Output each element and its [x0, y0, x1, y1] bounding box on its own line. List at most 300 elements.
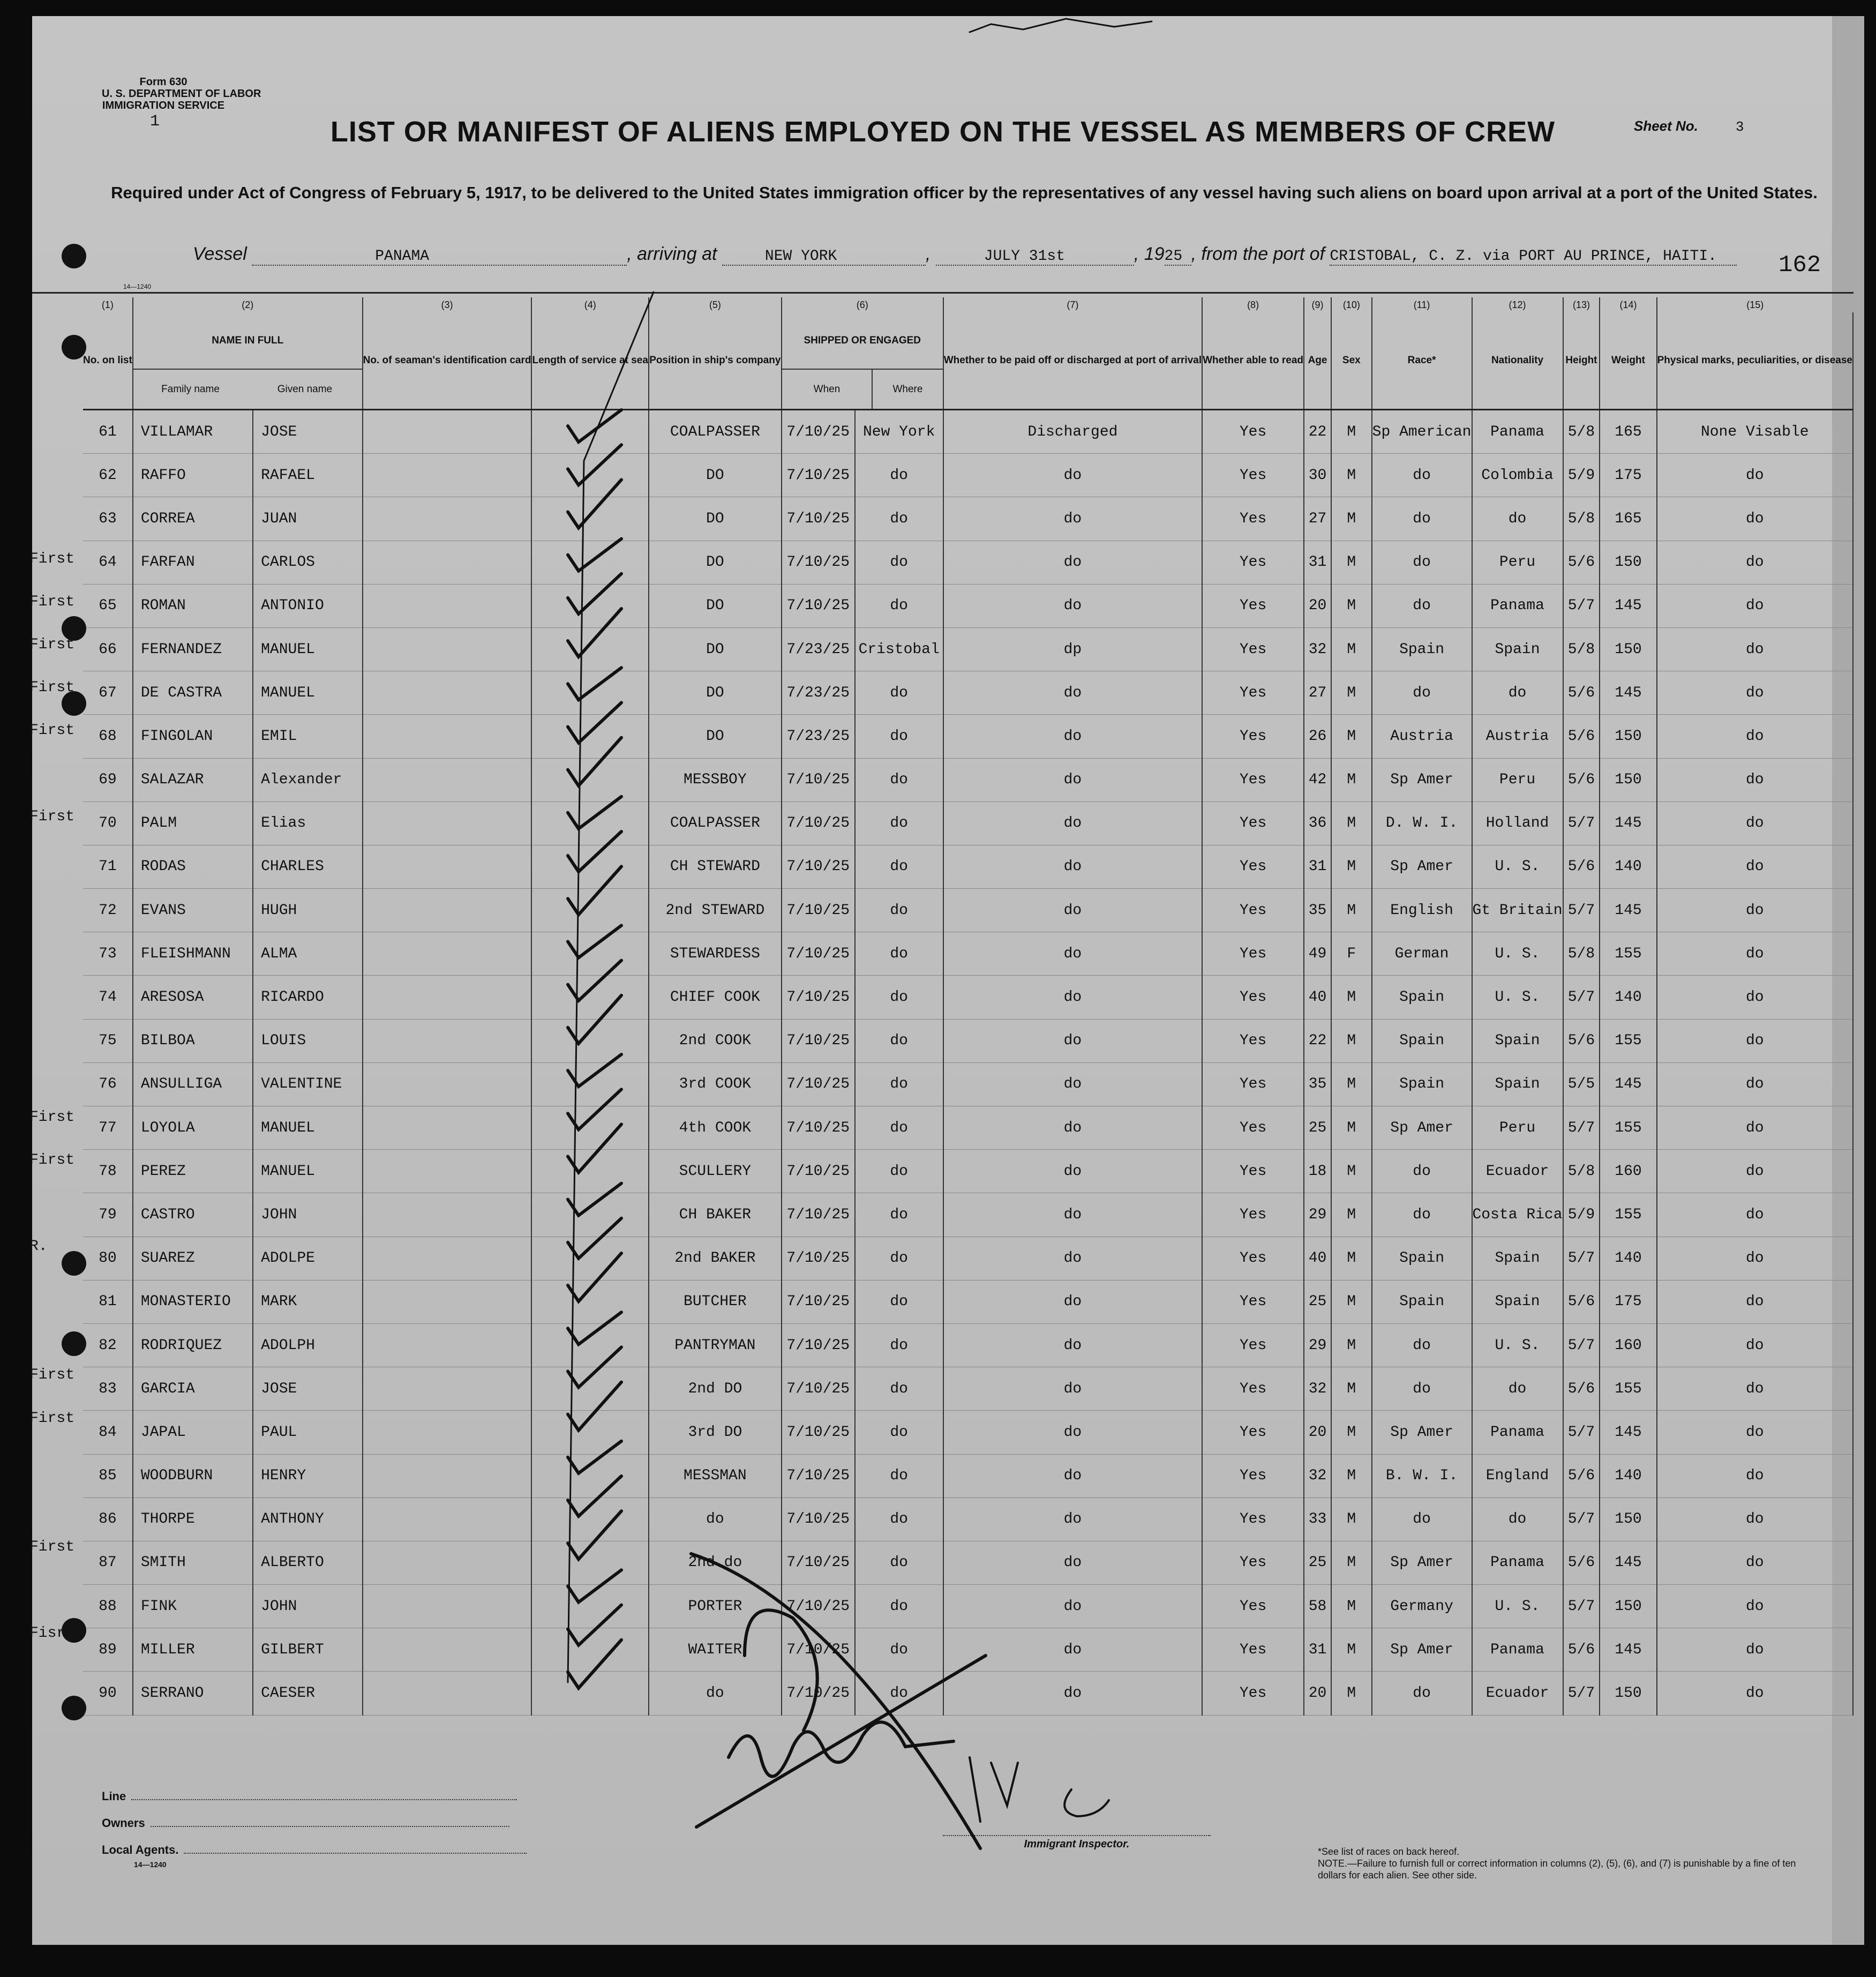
- cell-read: Yes: [1202, 1019, 1304, 1062]
- cell-sex: M: [1331, 1454, 1372, 1497]
- margin-note: First: [29, 550, 75, 567]
- cell-paid: do: [943, 1628, 1202, 1672]
- cell-read: Yes: [1202, 584, 1304, 627]
- cell-physical: do: [1657, 1672, 1853, 1715]
- header-when: When: [782, 370, 873, 409]
- cell-given: MARK: [253, 1280, 362, 1323]
- cell-family: RODRIQUEZ: [133, 1323, 253, 1367]
- cell-when: 7/10/25: [782, 1541, 855, 1584]
- cell-age: 26: [1304, 715, 1331, 758]
- cell-no: 63: [83, 497, 133, 541]
- cell-when: 7/10/25: [782, 845, 855, 888]
- cell-position: 2nd COOK: [649, 1019, 782, 1062]
- cell-paid: do: [943, 845, 1202, 888]
- header-weight: Weight: [1600, 312, 1656, 410]
- cell-height: 5/6: [1563, 541, 1600, 584]
- cell-sex: M: [1331, 802, 1372, 845]
- cell-weight: 145: [1600, 1541, 1656, 1584]
- cell-height: 5/8: [1563, 1150, 1600, 1193]
- cell-age: 27: [1304, 671, 1331, 715]
- cell-read: Yes: [1202, 932, 1304, 976]
- cell-physical: do: [1657, 932, 1853, 976]
- cell-paid: do: [943, 1367, 1202, 1411]
- cell-height: 5/9: [1563, 1193, 1600, 1237]
- cell-age: 20: [1304, 584, 1331, 627]
- cell-when: 7/10/25: [782, 1628, 855, 1672]
- cell-age: 32: [1304, 1367, 1331, 1411]
- cell-weight: 155: [1600, 932, 1656, 976]
- cell-race: do: [1372, 671, 1472, 715]
- cell-no: 71: [83, 845, 133, 888]
- cell-where: do: [855, 1193, 943, 1237]
- cell-height: 5/6: [1563, 1367, 1600, 1411]
- subtitle: Required under Act of Congress of February 5, 1917, to be delivered to the United States immigration officer by the representatives of any vessel having such aliens on board upon arrival at a port of the United States.: [111, 183, 1818, 202]
- arriving-label: , arriving at: [627, 244, 717, 264]
- page-title: LIST OR MANIFEST OF ALIENS EMPLOYED ON THE VESSEL AS MEMBERS OF CREW: [330, 116, 1556, 148]
- cell-age: 29: [1304, 1193, 1331, 1237]
- cell-height: 5/6: [1563, 758, 1600, 802]
- cell-age: 31: [1304, 845, 1331, 888]
- cell-height: 5/6: [1563, 1454, 1600, 1497]
- margin-note: First: [29, 593, 75, 610]
- cell-nationality: do: [1472, 671, 1563, 715]
- cell-weight: 150: [1600, 541, 1656, 584]
- cell-where: do: [855, 1150, 943, 1193]
- cell-nationality: Panama: [1472, 1541, 1563, 1584]
- cell-age: 18: [1304, 1150, 1331, 1193]
- check-mark: [568, 539, 621, 571]
- cell-race: Spain: [1372, 627, 1472, 671]
- check-mark: [568, 1511, 621, 1559]
- cell-race: German: [1372, 932, 1472, 976]
- cell-age: 40: [1304, 1237, 1331, 1280]
- cell-age: 36: [1304, 802, 1331, 845]
- check-mark: [568, 1605, 621, 1645]
- cell-no: 67: [83, 671, 133, 715]
- cell-nationality: Peru: [1472, 758, 1563, 802]
- cell-height: 5/6: [1563, 1541, 1600, 1584]
- cell-sex: M: [1331, 1541, 1372, 1584]
- cell-weight: 145: [1600, 1628, 1656, 1672]
- header-age: Age: [1304, 312, 1331, 410]
- cell-weight: 155: [1600, 1019, 1656, 1062]
- cell-paid: do: [943, 932, 1202, 976]
- cell-when: 7/10/25: [782, 1280, 855, 1323]
- cell-nationality: Ecuador: [1472, 1150, 1563, 1193]
- cell-when: 7/10/25: [782, 584, 855, 627]
- cell-height: 5/8: [1563, 932, 1600, 976]
- cell-physical: do: [1657, 1150, 1853, 1193]
- cell-physical: do: [1657, 1497, 1853, 1541]
- col-num: (1): [101, 299, 114, 310]
- cell-given: HENRY: [253, 1454, 362, 1497]
- cell-when: 7/23/25: [782, 715, 855, 758]
- cell-physical: do: [1657, 454, 1853, 497]
- cell-sex: M: [1331, 1019, 1372, 1062]
- cell-sex: M: [1331, 454, 1372, 497]
- cell-physical: do: [1657, 1062, 1853, 1106]
- cell-when: 7/23/25: [782, 627, 855, 671]
- cell-family: WOODBURN: [133, 1454, 253, 1497]
- cell-family: DE CASTRA: [133, 671, 253, 715]
- cell-where: do: [855, 1454, 943, 1497]
- col-num: (14): [1600, 297, 1656, 312]
- cell-paid: do: [943, 1541, 1202, 1584]
- cell-sex: M: [1331, 1585, 1372, 1628]
- cell-read: Yes: [1202, 497, 1304, 541]
- cell-weight: 145: [1600, 1062, 1656, 1106]
- cell-read: Yes: [1202, 1106, 1304, 1150]
- cell-position: 3rd COOK: [649, 1062, 782, 1106]
- cell-where: do: [855, 932, 943, 976]
- ref-number: 162: [1779, 252, 1821, 279]
- cell-sex: M: [1331, 671, 1372, 715]
- cell-read: Yes: [1202, 1367, 1304, 1411]
- cell-nationality: U. S.: [1472, 845, 1563, 888]
- cell-given: HUGH: [253, 889, 362, 932]
- cell-paid: do: [943, 1497, 1202, 1541]
- footer-line-label: Line: [102, 1789, 126, 1803]
- cell-given: Alexander: [253, 758, 362, 802]
- cell-no: 68: [83, 715, 133, 758]
- cell-where: do: [855, 1323, 943, 1367]
- cell-race: Sp Amer: [1372, 1106, 1472, 1150]
- cell-sex: M: [1331, 627, 1372, 671]
- cell-height: 5/7: [1563, 1323, 1600, 1367]
- cell-family: ROMAN: [133, 584, 253, 627]
- cell-nationality: U. S.: [1472, 1585, 1563, 1628]
- header-nationality: Nationality: [1472, 312, 1563, 410]
- cell-weight: 140: [1600, 1454, 1656, 1497]
- cell-nationality: Gt Britain: [1472, 889, 1563, 932]
- cell-sex: M: [1331, 1280, 1372, 1323]
- signature-scrawl: [729, 1722, 954, 1776]
- cell-when: 7/10/25: [782, 1019, 855, 1062]
- cell-given: MANUEL: [253, 671, 362, 715]
- cell-position: STEWARDESS: [649, 932, 782, 976]
- cell-age: 49: [1304, 932, 1331, 976]
- check-mark: [568, 1184, 621, 1216]
- cell-physical: do: [1657, 889, 1853, 932]
- cell-when: 7/10/25: [782, 932, 855, 976]
- cell-height: 5/6: [1563, 1280, 1600, 1323]
- cell-race: B. W. I.: [1372, 1454, 1472, 1497]
- cell-race: do: [1372, 584, 1472, 627]
- check-mark: [568, 410, 621, 442]
- check-mark: [568, 738, 621, 786]
- cell-physical: do: [1657, 1367, 1853, 1411]
- cell-age: 27: [1304, 497, 1331, 541]
- cell-sex: M: [1331, 584, 1372, 627]
- cell-where: do: [855, 1367, 943, 1411]
- cell-weight: 150: [1600, 627, 1656, 671]
- cell-race: Spain: [1372, 976, 1472, 1019]
- header-race: Race*: [1372, 312, 1472, 410]
- cell-height: 5/7: [1563, 802, 1600, 845]
- cell-physical: None Visable: [1657, 410, 1853, 454]
- cell-race: Sp Amer: [1372, 1628, 1472, 1672]
- cell-height: 5/5: [1563, 1062, 1600, 1106]
- cell-paid: do: [943, 584, 1202, 627]
- header-seaman-id: No. of seaman's identification card: [363, 312, 532, 410]
- cell-nationality: Colombia: [1472, 454, 1563, 497]
- cell-where: do: [855, 1106, 943, 1150]
- cell-family: CASTRO: [133, 1193, 253, 1237]
- cell-read: Yes: [1202, 1062, 1304, 1106]
- cell-when: 7/10/25: [782, 410, 855, 454]
- cell-weight: 140: [1600, 845, 1656, 888]
- cell-no: 77: [83, 1106, 133, 1150]
- cell-physical: do: [1657, 1019, 1853, 1062]
- cell-age: 22: [1304, 410, 1331, 454]
- departure-port: CRISTOBAL, C. Z. via PORT AU PRINCE, HAITI.: [1330, 248, 1737, 266]
- cell-no: 88: [83, 1585, 133, 1628]
- cell-no: 75: [83, 1019, 133, 1062]
- cell-height: 5/7: [1563, 584, 1600, 627]
- margin-note: First: [29, 636, 75, 653]
- cell-position: DO: [649, 584, 782, 627]
- cell-nationality: U. S.: [1472, 932, 1563, 976]
- cell-given: MANUEL: [253, 1150, 362, 1193]
- cell-no: 85: [83, 1454, 133, 1497]
- cell-sex: M: [1331, 1150, 1372, 1193]
- cell-nationality: Panama: [1472, 410, 1563, 454]
- cell-no: 89: [83, 1628, 133, 1672]
- cell-paid: do: [943, 1193, 1202, 1237]
- cell-race: Sp Amer: [1372, 1411, 1472, 1454]
- cell-when: 7/10/25: [782, 1106, 855, 1150]
- cell-read: Yes: [1202, 889, 1304, 932]
- header-length: Length of service at sea: [531, 312, 648, 410]
- cell-read: Yes: [1202, 976, 1304, 1019]
- cell-paid: do: [943, 802, 1202, 845]
- cell-position: DO: [649, 715, 782, 758]
- vessel-label: Vessel: [193, 244, 247, 264]
- cell-paid: do: [943, 1585, 1202, 1628]
- cell-height: 5/6: [1563, 671, 1600, 715]
- cell-when: 7/10/25: [782, 802, 855, 845]
- cell-no: 62: [83, 454, 133, 497]
- cell-paid: do: [943, 1411, 1202, 1454]
- vessel-name: PANAMA: [252, 248, 627, 266]
- cell-read: Yes: [1202, 1672, 1304, 1715]
- cell-given: MANUEL: [253, 627, 362, 671]
- cell-nationality: Spain: [1472, 1019, 1563, 1062]
- cell-where: do: [855, 1280, 943, 1323]
- cell-where: do: [855, 671, 943, 715]
- cell-position: do: [649, 1672, 782, 1715]
- cell-weight: 160: [1600, 1323, 1656, 1367]
- cell-when: 7/10/25: [782, 1323, 855, 1367]
- cell-weight: 175: [1600, 454, 1656, 497]
- cell-weight: 155: [1600, 1193, 1656, 1237]
- margin-note: R.: [29, 1238, 48, 1255]
- col-num: (3): [363, 297, 532, 312]
- cell-family: MILLER: [133, 1628, 253, 1672]
- margin-note: First: [29, 1152, 75, 1169]
- cell-position: CH BAKER: [649, 1193, 782, 1237]
- check-mark: [568, 480, 621, 528]
- cell-position: MESSMAN: [649, 1454, 782, 1497]
- footer-code: 14—1240: [134, 1860, 167, 1869]
- cell-weight: 150: [1600, 715, 1656, 758]
- arrival-date: JULY 31st: [936, 248, 1134, 266]
- handwritten-marks: [32, 16, 1854, 1945]
- cell-position: COALPASSER: [649, 802, 782, 845]
- check-mark: [568, 797, 621, 829]
- cell-no: 72: [83, 889, 133, 932]
- cell-paid: do: [943, 976, 1202, 1019]
- cell-height: 5/6: [1563, 715, 1600, 758]
- header-paid-off: Whether to be paid off or discharged at port of arrival: [943, 312, 1202, 410]
- cell-family: MONASTERIO: [133, 1280, 253, 1323]
- cell-where: do: [855, 584, 943, 627]
- col-num: (15): [1657, 297, 1853, 312]
- cell-where: do: [855, 1497, 943, 1541]
- cell-paid: do: [943, 1672, 1202, 1715]
- cell-nationality: U. S.: [1472, 976, 1563, 1019]
- cell-position: DO: [649, 627, 782, 671]
- cell-no: 79: [83, 1193, 133, 1237]
- cell-where: do: [855, 976, 943, 1019]
- check-mark: [568, 961, 621, 1001]
- cell-family: FINGOLAN: [133, 715, 253, 758]
- cell-when: 7/10/25: [782, 541, 855, 584]
- cell-paid: do: [943, 1454, 1202, 1497]
- col-num: (8): [1202, 297, 1304, 312]
- header-sex: Sex: [1331, 312, 1372, 410]
- cell-position: DO: [649, 541, 782, 584]
- note-penalty: NOTE.—Failure to furnish full or correct information in columns (2), (5), (6), and (7) is punishable by a fine of ten dollars for each alien. See other side.: [1318, 1858, 1796, 1881]
- cell-nationality: Spain: [1472, 1062, 1563, 1106]
- cell-nationality: do: [1472, 497, 1563, 541]
- cell-position: 2nd do: [649, 1541, 782, 1584]
- cell-given: ANTHONY: [253, 1497, 362, 1541]
- cell-height: 5/6: [1563, 845, 1600, 888]
- cell-weight: 145: [1600, 671, 1656, 715]
- cell-when: 7/10/25: [782, 1454, 855, 1497]
- cell-read: Yes: [1202, 454, 1304, 497]
- cell-family: SALAZAR: [133, 758, 253, 802]
- cell-weight: 140: [1600, 1237, 1656, 1280]
- cell-age: 22: [1304, 1019, 1331, 1062]
- cell-height: 5/7: [1563, 976, 1600, 1019]
- cell-given: EMIL: [253, 715, 362, 758]
- cell-no: 87: [83, 1541, 133, 1584]
- cell-physical: do: [1657, 497, 1853, 541]
- cell-given: GILBERT: [253, 1628, 362, 1672]
- cell-where: do: [855, 758, 943, 802]
- cell-when: 7/10/25: [782, 497, 855, 541]
- cell-family: LOYOLA: [133, 1106, 253, 1150]
- cell-read: Yes: [1202, 715, 1304, 758]
- col-num: (4): [531, 297, 648, 312]
- cell-read: Yes: [1202, 1193, 1304, 1237]
- check-mark: [568, 1570, 621, 1602]
- cell-read: Yes: [1202, 1150, 1304, 1193]
- col-num: (13): [1563, 297, 1600, 312]
- cell-where: do: [855, 1585, 943, 1628]
- cell-race: do: [1372, 1150, 1472, 1193]
- cell-weight: 155: [1600, 1367, 1656, 1411]
- cell-height: 5/8: [1563, 497, 1600, 541]
- cell-no: 73: [83, 932, 133, 976]
- cell-no: 86: [83, 1497, 133, 1541]
- cell-read: Yes: [1202, 802, 1304, 845]
- cell-height: 5/9: [1563, 454, 1600, 497]
- cell-paid: do: [943, 1150, 1202, 1193]
- margin-note: First: [29, 1367, 75, 1384]
- cell-read: Yes: [1202, 1323, 1304, 1367]
- cell-where: do: [855, 1541, 943, 1584]
- form-line: IMMIGRATION SERVICE: [102, 100, 225, 111]
- cell-age: 33: [1304, 1497, 1331, 1541]
- cell-given: JOSE: [253, 1367, 362, 1411]
- cell-given: ALBERTO: [253, 1541, 362, 1584]
- cell-sex: M: [1331, 845, 1372, 888]
- cell-where: do: [855, 541, 943, 584]
- cell-paid: do: [943, 1280, 1202, 1323]
- cell-when: 7/10/25: [782, 889, 855, 932]
- cell-family: FINK: [133, 1585, 253, 1628]
- cell-nationality: Peru: [1472, 541, 1563, 584]
- cell-read: Yes: [1202, 627, 1304, 671]
- cell-nationality: Peru: [1472, 1106, 1563, 1150]
- cell-race: do: [1372, 1193, 1472, 1237]
- cell-race: Sp American: [1372, 410, 1472, 454]
- cell-age: 32: [1304, 1454, 1331, 1497]
- cell-sex: M: [1331, 1237, 1372, 1280]
- cell-race: do: [1372, 541, 1472, 584]
- form-line: Form 630: [139, 76, 187, 88]
- cell-sex: F: [1331, 932, 1372, 976]
- cell-sex: M: [1331, 889, 1372, 932]
- margin-note: First: [29, 808, 75, 825]
- cell-height: 5/6: [1563, 1019, 1600, 1062]
- footer-owners-label: Owners: [102, 1816, 145, 1830]
- check-mark: [568, 574, 621, 614]
- cell-given: JOHN: [253, 1193, 362, 1237]
- cell-race: Spain: [1372, 1280, 1472, 1323]
- header-where: Where: [892, 384, 923, 395]
- cell-physical: do: [1657, 1106, 1853, 1150]
- cell-read: Yes: [1202, 845, 1304, 888]
- cell-read: Yes: [1202, 1541, 1304, 1584]
- col-num: (9): [1304, 297, 1331, 312]
- cell-race: do: [1372, 1323, 1472, 1367]
- check-mark: [568, 1441, 621, 1473]
- cell-sex: M: [1331, 1062, 1372, 1106]
- cell-when: 7/10/25: [782, 1193, 855, 1237]
- cell-paid: do: [943, 889, 1202, 932]
- cell-position: BUTCHER: [649, 1280, 782, 1323]
- check-mark: [568, 866, 621, 915]
- cell-race: English: [1372, 889, 1472, 932]
- cell-age: 30: [1304, 454, 1331, 497]
- cell-nationality: Holland: [1472, 802, 1563, 845]
- cell-no: 90: [83, 1672, 133, 1715]
- cell-given: ALMA: [253, 932, 362, 976]
- header-shipped-label: SHIPPED OR ENGAGED: [782, 312, 943, 370]
- cell-no: 80: [83, 1237, 133, 1280]
- cell-position: do: [649, 1497, 782, 1541]
- sheet-value: 3: [1735, 119, 1744, 135]
- cell-weight: 175: [1600, 1280, 1656, 1323]
- cell-sex: M: [1331, 541, 1372, 584]
- cell-family: ARESOSA: [133, 976, 253, 1019]
- cell-paid: do: [943, 1019, 1202, 1062]
- cell-family: SMITH: [133, 1541, 253, 1584]
